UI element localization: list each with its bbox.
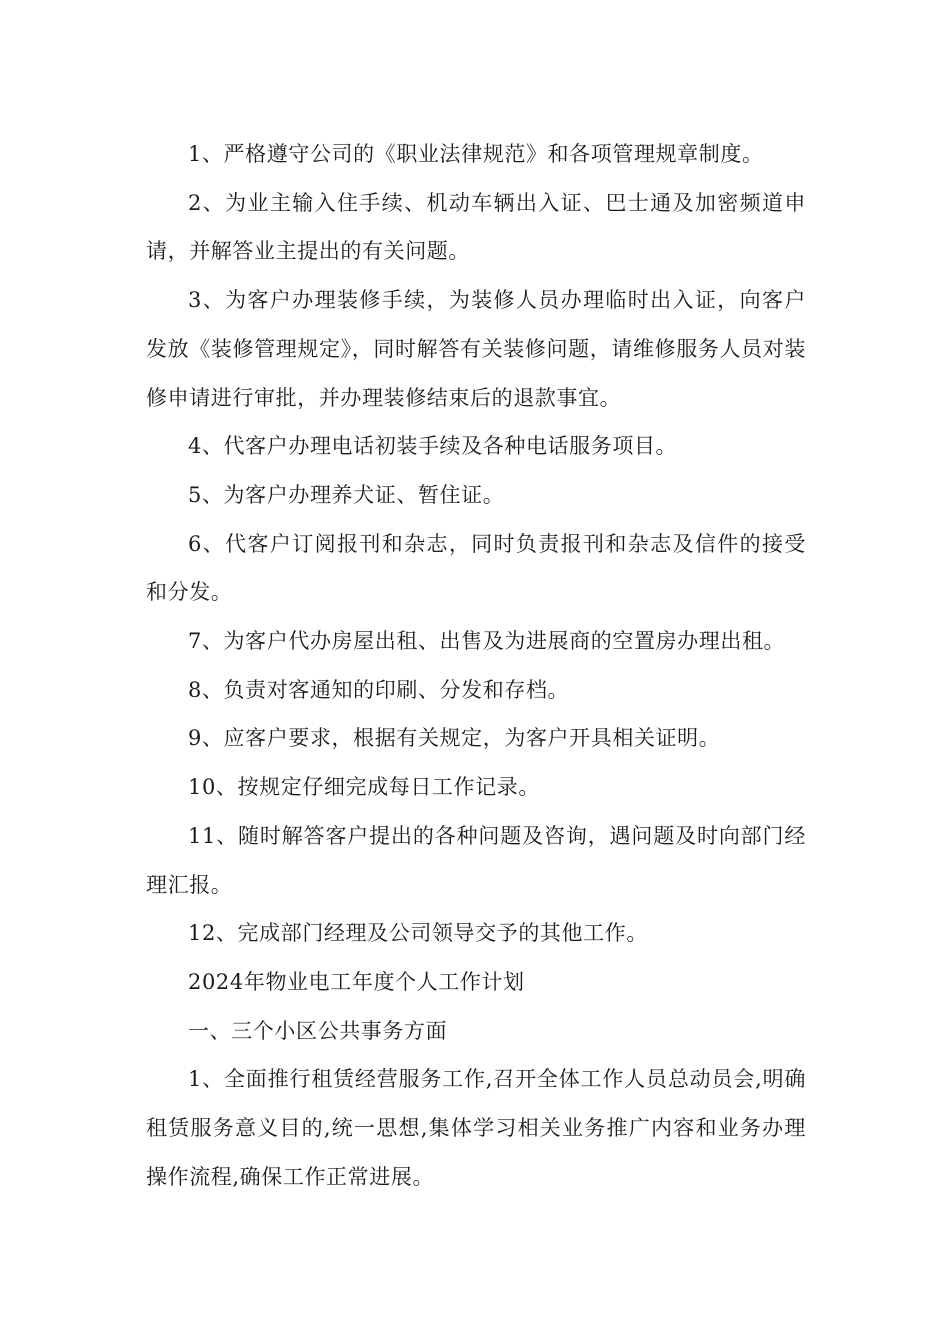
paragraph-duty-4: 4、代客户办理电话初装手续及各种电话服务项目。 — [188, 434, 678, 459]
section-title: 2024年物业电工年度个人工作计划 — [188, 969, 525, 994]
paragraph-duty-6: 6、代客户订阅报刊和杂志，同时负责报刊和杂志及信件的接受和分发。 — [146, 531, 806, 605]
section-heading: 一、三个小区公共事务方面 — [188, 1018, 448, 1043]
paragraph-duty-12: 12、完成部门经理及公司领导交予的其他工作。 — [188, 921, 648, 946]
paragraph-duty-11: 11、随时解答客户提出的各种问题及咨询，遇问题及时向部门经理汇报。 — [146, 823, 806, 897]
paragraph-duty-2: 2、为业主输入住手续、机动车辆出入证、巴士通及加密频道申请，并解答业主提出的有关问题。 — [146, 190, 806, 264]
paragraph-duty-9: 9、应客户要求，根据有关规定，为客户开具相关证明。 — [188, 726, 721, 751]
paragraph-duty-5: 5、为客户办理养犬证、暂住证。 — [188, 482, 505, 507]
paragraph-plan-1: 1、全面推行租赁经营服务工作,召开全体工作人员总动员会,明确租赁服务意义目的,统一思想,集体学习相关业务推广内容和业务办理操作流程,确保工作正常进展。 — [146, 1067, 806, 1189]
paragraph-duty-10: 10、按规定仔细完成每日工作记录。 — [188, 775, 540, 800]
paragraph-duty-3: 3、为客户办理装修手续，为装修人员办理临时出入证，向客户发放《装修管理规定》，同时解答有关装修问题，请维修服务人员对装修申请进行审批，并办理装修结束后的退款事宜。 — [146, 288, 806, 410]
document-body — [146, 130, 806, 1201]
paragraph-duty-1: 1、严格遵守公司的《职业法律规范》和各项管理规章制度。 — [188, 142, 764, 166]
paragraph-duty-8: 8、负责对客通知的印刷、分发和存档。 — [188, 677, 570, 702]
paragraph-duty-7: 7、为客户代办房屋出租、出售及为进展商的空置房办理出租。 — [188, 629, 786, 654]
